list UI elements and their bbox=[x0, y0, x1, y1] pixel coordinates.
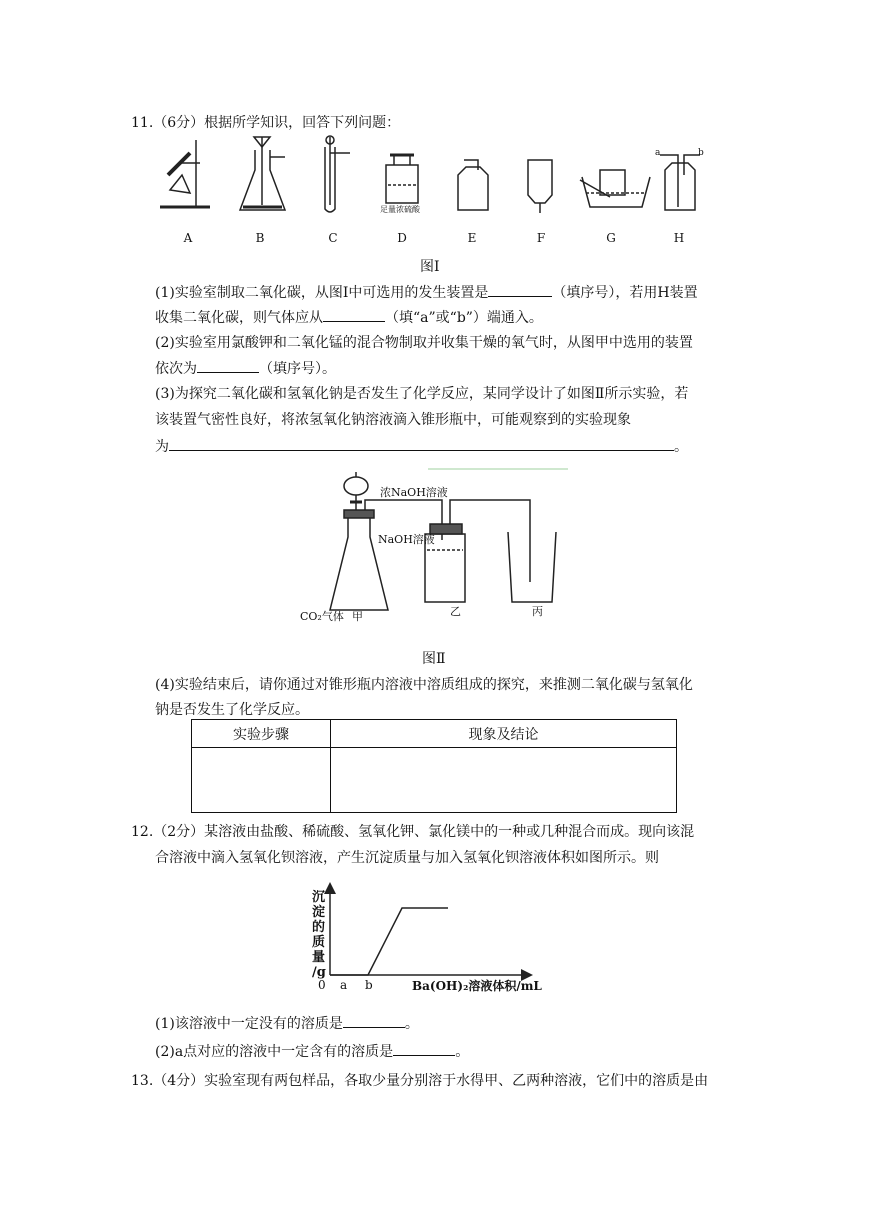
experiment-table bbox=[191, 719, 677, 813]
q11-part2-line2: 依次为 （填序号）。 bbox=[155, 358, 336, 379]
fig1-caption: 图Ⅰ bbox=[420, 259, 440, 275]
fig1-label-a: A bbox=[183, 231, 193, 245]
q11-part4-line1: (4)实验结束后，请你通过对锥形瓶内溶液中溶质组成的探究，来推测二氧化碳与氢氧化 bbox=[155, 677, 693, 693]
q12-chart bbox=[300, 880, 570, 990]
fig1-h-port-b: b bbox=[698, 148, 704, 158]
answer-blank[interactable] bbox=[197, 358, 259, 373]
q11-part4-line2: 钠是否发生了化学反应。 bbox=[155, 702, 309, 718]
table-cell-steps[interactable] bbox=[192, 748, 331, 813]
answer-blank[interactable] bbox=[323, 307, 385, 322]
fig2-caption: 图Ⅱ bbox=[422, 651, 446, 667]
table-cell-result[interactable] bbox=[331, 748, 677, 813]
fig2-label-conc-naoh: 浓NaOH溶液 bbox=[380, 486, 448, 499]
chart-tick-a: a bbox=[340, 978, 348, 992]
q11-part1-line2: 收集二氧化碳，则气体应从 （填“a”或“b”）端通入。 bbox=[155, 307, 543, 328]
q11-part3-line3: 为 。 bbox=[155, 436, 688, 457]
q12-part2: (2)a点对应的溶液中一定含有的溶质是 。 bbox=[155, 1041, 469, 1062]
fig1-label-f: F bbox=[536, 231, 546, 245]
fig1-label-g: G bbox=[606, 231, 616, 245]
answer-blank[interactable] bbox=[169, 436, 674, 451]
fig2-label-bing: 丙 bbox=[532, 605, 543, 618]
q12-stem-line1: 12.（2分）某溶液由盐酸、稀硫酸、氢氧化钾、氯化镁中的一种或几种混合而成。现向该混 bbox=[131, 824, 695, 840]
q11-part3-line2: 该装置气密性良好，将浓氢氧化钠溶液滴入锥形瓶中，可能观察到的实验现象 bbox=[155, 412, 631, 428]
fig1-label-e: E bbox=[467, 231, 477, 245]
fig2-label-naoh: NaOH溶液 bbox=[378, 533, 435, 546]
chart-x-label: Ba(OH)₂溶液体积/mL bbox=[412, 979, 542, 993]
q11-part3-line1: (3)为探究二氧化碳和氢氧化钠是否发生了化学反应，某同学设计了如图Ⅱ所示实验，若 bbox=[155, 386, 689, 402]
answer-blank[interactable] bbox=[488, 282, 552, 297]
fig1-label-d: D bbox=[397, 231, 407, 245]
chart-series-line bbox=[330, 908, 448, 975]
table-header-steps: 实验步骤 bbox=[192, 720, 331, 748]
fig1-d-note: 足量浓硫酸 bbox=[380, 205, 420, 214]
chart-origin-label: 0 bbox=[318, 978, 326, 992]
q11-part2-line1: (2)实验室用氯酸钾和二氧化锰的混合物制取并收集干燥的氧气时，从图甲中选用的装置 bbox=[155, 335, 693, 351]
fig1-label-h: H bbox=[673, 231, 685, 245]
chart-tick-b: b bbox=[365, 978, 373, 992]
q11-part1-line1: (1)实验室制取二氧化碳，从图Ⅰ中可选用的发生装置是 （填序号），若用H装置 bbox=[155, 282, 698, 303]
fig1-label-c: C bbox=[328, 231, 338, 245]
fig2-label-yi: 乙 bbox=[450, 605, 461, 618]
table-header-result: 现象及结论 bbox=[331, 720, 677, 748]
q11-stem: 11.（6分）根据所学知识，回答下列问题： bbox=[131, 115, 401, 131]
chart-y-label: 沉 淀 的 质 量 /g bbox=[312, 890, 326, 980]
fig1-h-port-a: a bbox=[655, 148, 661, 158]
figure-1-apparatus bbox=[150, 135, 720, 225]
q13-stem: 13.（4分）实验室现有两包样品，各取少量分别溶于水得甲、乙两种溶液，它们中的溶质是由 bbox=[131, 1073, 709, 1089]
fig2-label-co2: CO₂气体 bbox=[300, 610, 344, 623]
fig1-label-b: B bbox=[255, 231, 265, 245]
answer-blank[interactable] bbox=[343, 1013, 405, 1028]
q12-part1: (1)该溶液中一定没有的溶质是 。 bbox=[155, 1013, 419, 1034]
q12-stem-line2: 合溶液中滴入氢氧化钡溶液，产生沉淀质量与加入氢氧化钡溶液体积如图所示。则 bbox=[155, 850, 659, 866]
fig2-label-jia: 甲 bbox=[352, 610, 363, 623]
answer-blank[interactable] bbox=[393, 1041, 455, 1056]
